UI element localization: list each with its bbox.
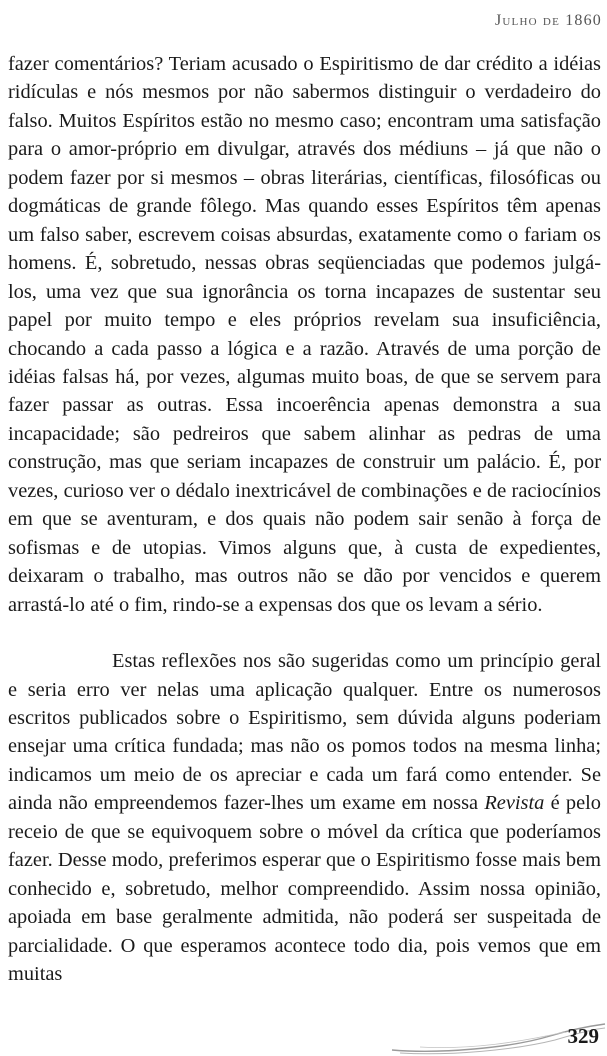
page-number: 329 bbox=[567, 1024, 599, 1048]
paragraph-2-text-a: Estas reflexões nos são sugeridas como um princípio geral e seria erro ver nelas uma aplicação qualquer. Entre os numerosos escritos publicados sobre o Espiritismo, sem dúvida alguns poderiam ensejar uma crítica fundada; mas não os pomos todos na mesma linha; indicamos um meio de os apreciar e cada um fará como entender. Se ainda não empreendemos fazer-lhes um exame em nossa bbox=[8, 650, 601, 815]
page-footer bbox=[0, 1020, 607, 1056]
running-head: Julho de 1860 bbox=[494, 12, 602, 29]
page-body bbox=[8, 50, 601, 989]
journal-title-italic: Revista bbox=[484, 792, 545, 815]
paragraph-2 bbox=[8, 647, 601, 988]
paragraph-1: fazer comentários? Teriam acusado o Espiritismo de dar crédito a idéias ridículas e nós mesmos por não sabermos distinguir o verdadeiro do falso. Muitos Espíritos estão no mesmo caso; encontram uma satisfação para o amor-próprio em divulgar, através dos médiuns – já que não o podem fazer por si mesmos – obras literárias, científicas, filosóficas ou dogmáticas de grande fôlego. Mas quando esses Espíritos têm apenas um falso saber, escrevem coisas absurdas, exatamente como o fariam os homens. É, sobretudo, nessas obras seqüenciadas que podemos julgá-los, uma vez que sua ignorância os torna incapazes de sustentar seu papel por muito tempo e eles próprios revelam sua insuficiência, chocando a cada passo a lógica e a razão. Através de uma porção de idéias falsas há, por vezes, algumas muito boas, de que se servem para fazer passar as outras. Essa incoerência apenas demonstra a sua incapacidade; são pedreiros que sabem alinhar as pedras de uma construção, mas que seriam incapazes de construir um palácio. É, por vezes, curioso ver o dédalo inextricável de combinações e de raciocínios em que se aventuram, e dos quais não podem sair senão à força de sofismas e de utopias. Vimos alguns que, à custa de expedientes, deixaram o trabalho, mas outros não se dão por vencidos e querem arrastá-lo até o fim, rindo-se a expensas dos que os levam a sério. bbox=[8, 53, 601, 616]
paragraph-2-text-b: é pelo receio de que se equivoquem sobre o móvel da crítica que poderíamos fazer. Desse modo, preferimos esperar que o Espiritismo fosse mais bem conhecido e, sobretudo, melhor compreendido. Assim nossa opinião, apoiada em base geralmente admitida, não poderá ser suspeitada de parcialidade. O que esperamos acontece todo dia, pois vemos que em muitas bbox=[8, 792, 601, 986]
